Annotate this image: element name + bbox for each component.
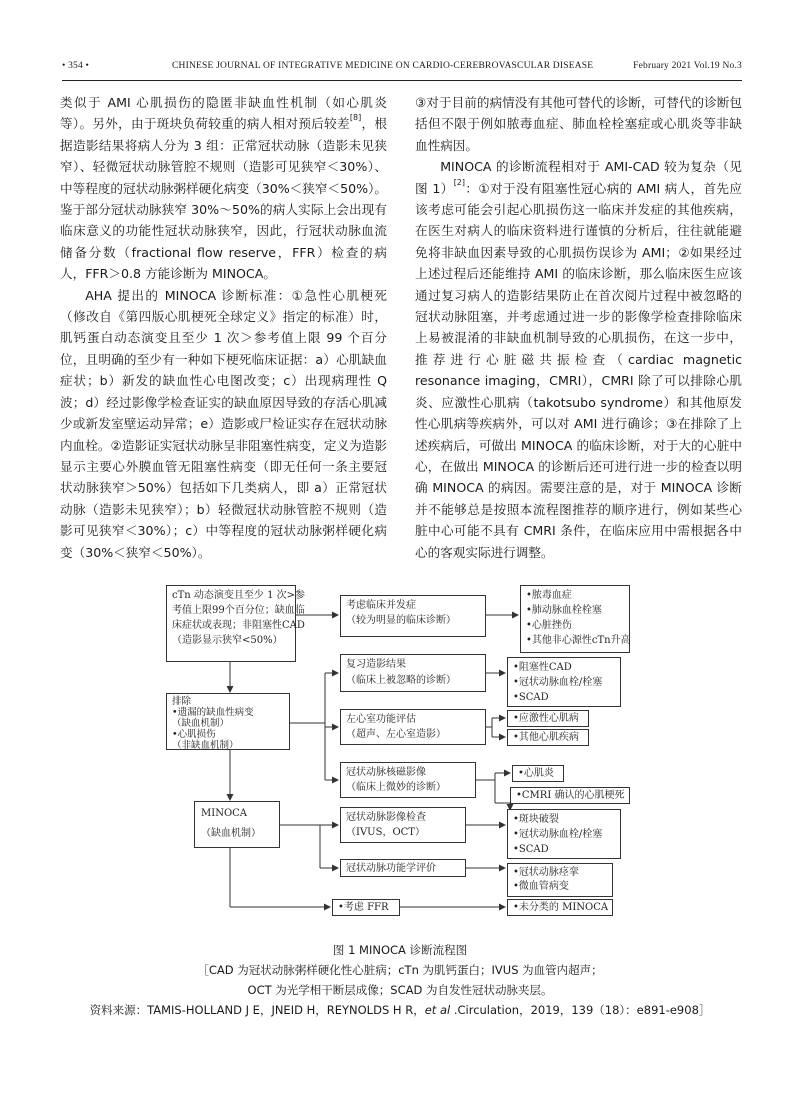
citation-8[interactable]: [8]	[349, 113, 362, 123]
running-header	[62, 58, 742, 78]
minoca-flowchart	[150, 585, 630, 925]
flow-result-function: •冠状动脉痉挛 •微血管病变	[507, 863, 613, 897]
journal-title: CHINESE JOURNAL OF INTEGRATIVE MEDICINE ON CARDIO-CEREBROVASCULAR DISEASE	[172, 61, 594, 71]
flow-cardiac-mri: 冠状动脉核磁影像 （临床上微妙的诊断）	[340, 762, 476, 798]
flow-consider-complications: 考虑临床并发症 （较为明显的临床诊断）	[340, 595, 486, 637]
flow-result-obstructive: •阻塞性CAD •冠状动脉血栓/栓塞 •SCAD	[507, 657, 621, 707]
figure-source: 资料来源：TAMIS-HOLLAND J E，JNEID H，REYNOLDS H R，et al .Circulation，2019，139（18）：e891-e908］	[89, 1003, 711, 1017]
flow-result-other-cardiomyopathy: •其他心肌疾病	[507, 729, 589, 746]
figure-note-2: OCT 为光学相干断层成像；SCAD 为自发性冠状动脉夹层。	[247, 983, 553, 997]
flow-coronary-imaging: 冠状动脉影像检查 （IVUS，OCT）	[340, 807, 466, 843]
flow-lv-assessment: 左心室功能评估 （超声、左心室造影）	[340, 709, 486, 745]
right-paragraph-1: ③对于目前的病情没有其他可替代的诊断，可替代的诊断包括但不限于例如脓毒血症、肺血栓栓塞症或心肌炎等非缺血性病因。	[415, 95, 742, 153]
flow-consider-ffr: •考虑 FFR	[332, 899, 400, 916]
right-column	[415, 92, 742, 563]
flow-result-nonischemic: •脓毒血症 •肺动脉血栓栓塞 •心脏挫伤 •其他非心源性cTn升高	[520, 585, 630, 653]
header-rule	[62, 80, 742, 81]
flow-result-unclassified: •未分类的 MINOCA	[507, 899, 613, 916]
left-paragraph-1: 类似于 AMI 心肌损伤的隐匿非缺血性机制（如心肌炎等）。另外，由于斑块负荷较重的病人相对预后较差[8]，根据造影结果将病人分为 3 组：正常冠状动脉（造影未见狭窄）、轻微冠状动脉管腔不规则（造影可见狭窄＜30%）、中等程度的冠状动脉粥样硬化病变（30%＜狭窄＜50%）。鉴于部分冠状动脉狭窄 30%～50%的病人实际上会出现有临床意义的功能性冠状动脉狭窄，因此，行冠状动脉血流储备分数（fractional flow reserve，FFR）检查的病人，FFR＞0.8 方能诊断为 MINOCA。	[60, 95, 388, 282]
flow-result-cmri-confirmed-mi: •CMRI 确认的心肌梗死	[510, 787, 630, 804]
flow-result-takotsubo: •应激性心肌病	[507, 710, 589, 727]
citation-2[interactable]: [2]	[453, 177, 466, 187]
flow-start-criteria: cTn 动态演变且至少 1 次>参 考值上限99个百分位；缺血临 床症状或表现；非阻塞性CAD （造影显示狭窄<50%）	[166, 585, 296, 662]
right-paragraph-2: MINOCA 的诊断流程相对于 AMI-CAD 较为复杂（见图 1）[2]：①对于没有阻塞性冠心病的 AMI 病人，首先应该考虑可能会引起心肌损伤这一临床并发症的其他疾病，在医生对病人的临床资料进行谨慎的分析后，往往就能避免将非缺血因素导致的心肌损伤误诊为 AMI；②如果经过上述过程后还能维持 AMI 的临床诊断，那么临床医生应该通过复习病人的造影结果防止在首次阅片过程中被忽略的冠状动脉阻塞，并考虑通过进一步的影像学检查排除临床上易被混淆的非缺血机制导致的心肌损伤，在这一步中，推荐进行心脏磁共振检查（cardiac magnetic resonance imaging，CMRI），CMRI 除了可以排除心肌炎、应激性心肌病（takotsubo syndrome）和其他原发性心肌病等疾病外，可以对 AMI 进行确诊；③在排除了上述疾病后，可做出 MINOCA 的临床诊断，对于大的心脏中心，在做出 MINOCA 的诊断后还可进行进一步的检查以明确 MINOCA 的病因。需要注意的是，对于 MINOCA 诊断并不能够总是按照本流程图推荐的顺序进行，例如某些心脏中心可能不具有 CMRI 条件，在临床应用中需根据各中心的客观实际进行调整。	[415, 159, 742, 560]
figure-note-1: ［CAD 为冠状动脉粥样硬化性心脏病；cTn 为肌钙蛋白；IVUS 为血管内超声；	[197, 963, 603, 977]
flow-result-myocarditis: •心肌炎	[512, 765, 564, 782]
left-column	[60, 92, 387, 563]
flow-result-imaging: •斑块破裂 •冠状动脉血栓/栓塞 •SCAD	[507, 809, 621, 859]
flow-exclude: 排除 •遗漏的缺血性病变 （缺血机制） •心肌损伤 （非缺血机制）	[166, 693, 290, 750]
figure-title: 图 1 MINOCA 诊断流程图	[332, 943, 468, 957]
flow-review-angiography: 复习造影结果 （临床上被忽略的诊断）	[340, 654, 486, 692]
page-number: • 354 •	[62, 61, 90, 71]
flow-minoca: MINOCA （缺血机制）	[194, 801, 280, 848]
left-paragraph-2: AHA 提出的 MINOCA 诊断标准：①急性心肌梗死（修改自《第四版心肌梗死全球定义》指定的标准）时，肌钙蛋白动态演变且至少 1 次＞参考值上限 99 个百分位，且明确的至少有一种如下梗死临床证据：a）心肌缺血症状；b）新发的缺血性心电图改变；c）出现病理性 Q 波；d）经过影像学检查证实的缺血原因导致的存活心肌减少或新发室壁运动异常；e）造影或尸检证实存在冠状动脉内血栓。②造影证实冠状动脉呈非阻塞性病变，定义为造影显示主要心外膜血管无阻塞性病变（即无任何一条主要冠状动脉狭窄＞50%）包括如下几类病人，即 a）正常冠状动脉（造影未见狭窄）；b）轻微冠状动脉管腔不规则（造影可见狭窄＜30%）；c）中等程度的冠状动脉粥样硬化病变（30%＜狭窄＜50%）。	[60, 287, 387, 560]
flow-coronary-function: 冠状动脉功能学评价	[340, 859, 466, 877]
issue-date: February 2021 Vol.19 No.3	[633, 61, 742, 71]
